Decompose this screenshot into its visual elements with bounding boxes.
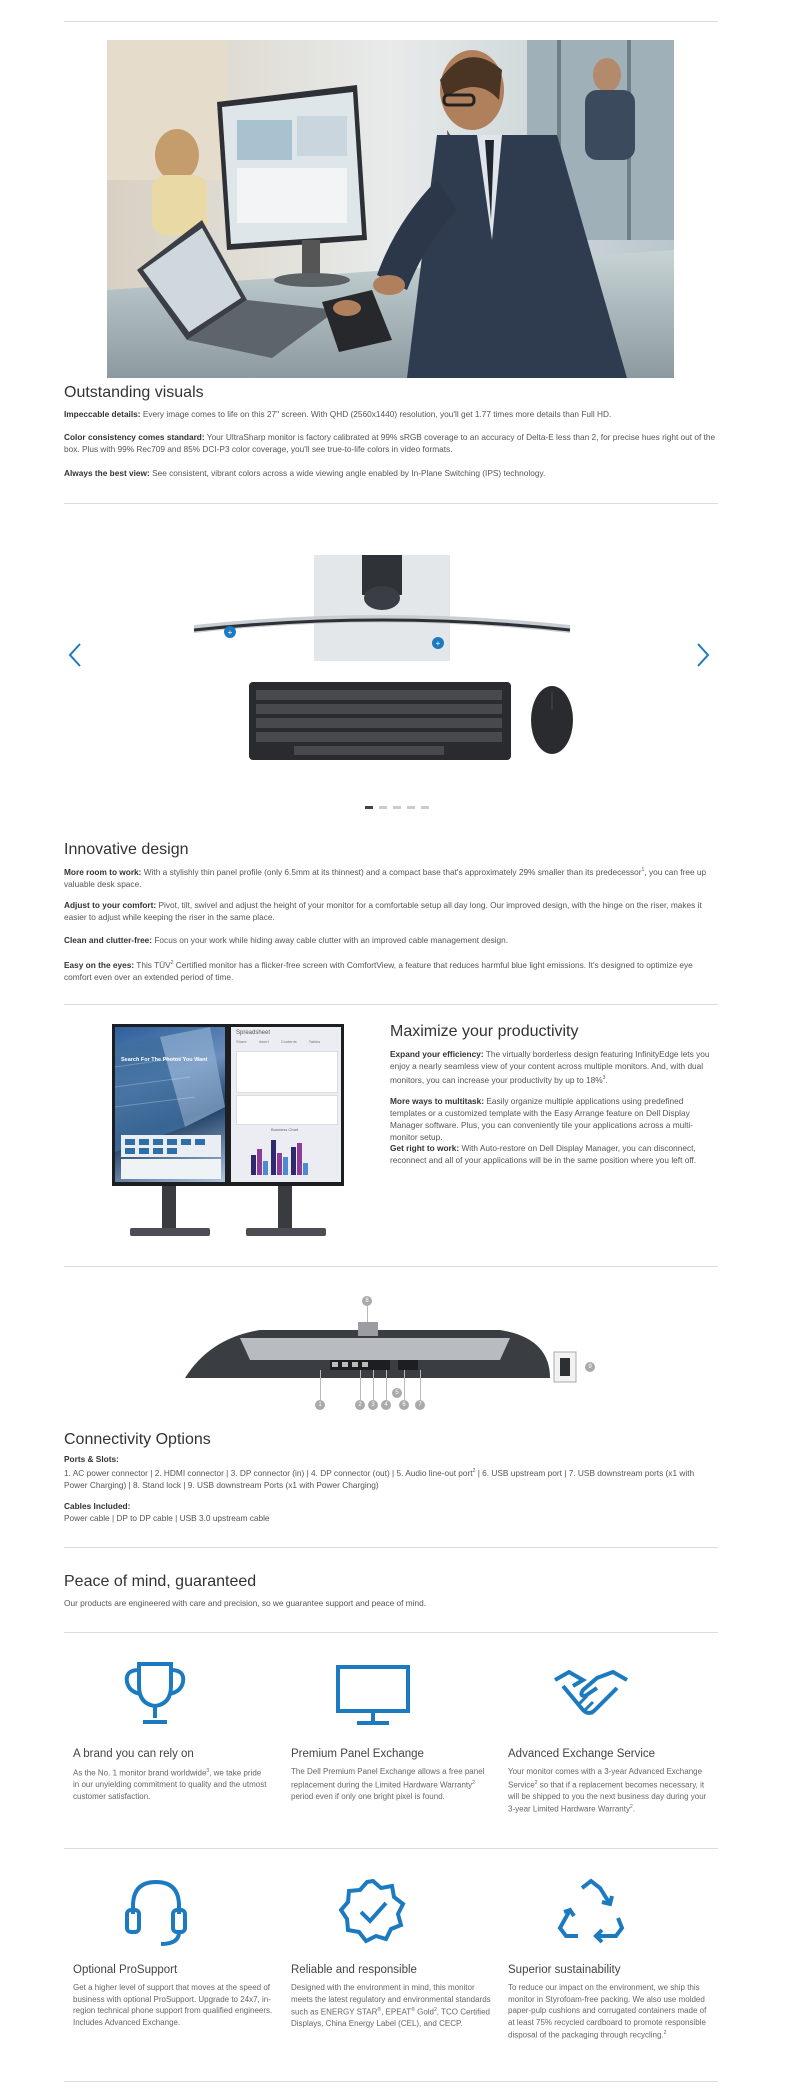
section-divider: [64, 21, 718, 22]
screen-menu-item: Share: [236, 1039, 247, 1044]
feature-title: Superior sustainability: [508, 1964, 621, 1976]
monitor-icon: [335, 1664, 411, 1726]
feature-title: Premium Panel Exchange: [291, 1748, 424, 1760]
section-title: Innovative design: [64, 841, 189, 858]
ports-label: Ports & Slots:: [64, 1454, 119, 1464]
carousel[interactable]: [64, 530, 718, 810]
feature-desc: Your monitor comes with a 3-year Advanced Exchange Service$^2$ so that if a replacement becomes necessary, it will be shipped to you the next business day during your 3-year Limited Hardware Warranty$^2$.: [508, 1767, 707, 1814]
section-divider: [64, 503, 718, 504]
feature-card: [508, 1876, 718, 2051]
section-divider: [64, 1004, 718, 1005]
callout-2: 2: [355, 1400, 365, 1410]
section-divider: [64, 1266, 718, 1267]
chevron-left-icon: [66, 640, 86, 670]
dual-monitor-image: [112, 1024, 344, 1240]
ports-list: 1. AC power connector | 2. HDMI connector | 3. DP connector (in) | 4. DP connector (out) | 5. Audio line-out port$^2$ | 6. USB upstream port | 7. USB downstream ports (x1 with Power Charging) | 8. Stand lock | 9. USB downstream Ports (x1 with Power Charging): [64, 1467, 695, 1490]
callout-7: 7: [415, 1400, 425, 1410]
callout-4: 4: [381, 1400, 391, 1410]
svg-text:+: +: [227, 628, 233, 637]
feature-desc: To reduce our impact on the environment, we ship this monitor in Styrofoam-free packing. We also use molded paper-pulp cushions and corrugated containers made of at least 75% recycled cardboard to promote responsible disposal of the packaging through recycling.$^2$: [508, 1983, 707, 2040]
hero-para-2: Color consistency comes standard: Your UltraSharp monitor is factory calibrated at 99% sRGB coverage to an accuracy of Delta-E less than 2, for precise hues right out of the box. Plus with 99% Rec709 and 85% DCI-P3 color coverage, you'll see true-to-life colors in video formats.: [64, 432, 716, 454]
callout-9: 9: [585, 1362, 595, 1372]
cables-label: Cables Included:: [64, 1501, 131, 1511]
screen-headline: Search For The Photos You Want: [121, 1057, 208, 1063]
carousel-dot[interactable]: [421, 806, 429, 809]
productivity-para-1: Expand your efficiency: The virtually borderless design featuring InfinityEdge lets you enjoy a nearly seamless view of your content across multiple monitors. And, with dual monitors, you can increase your productivity by up to 18%$^3$.: [390, 1049, 710, 1085]
screen-menu-item: Tables: [308, 1039, 321, 1044]
section-title: Connectivity Options: [64, 1431, 211, 1448]
carousel-dot[interactable]: [379, 806, 387, 809]
chevron-right-icon: [692, 640, 712, 670]
callout-8: 8: [362, 1296, 372, 1306]
section-divider: [64, 2081, 718, 2082]
productivity-para-3: Get right to work: With Auto-restore on Dell Display Manager, you can disconnect, reconnect and all of your applications will be in the same position where you left off.: [390, 1143, 697, 1165]
monitor-right: [228, 1024, 344, 1186]
section-divider: [64, 1848, 718, 1849]
trophy-icon: [123, 1660, 187, 1730]
carousel-dot-active[interactable]: [365, 806, 373, 809]
feature-card: [291, 1660, 491, 1820]
feature-title: Advanced Exchange Service: [508, 1748, 656, 1760]
callout-1: 1: [315, 1400, 325, 1410]
svg-text:+: +: [435, 639, 441, 648]
carousel-product-image: [184, 550, 604, 790]
feature-card: [291, 1876, 491, 2051]
feature-title: Reliable and responsible: [291, 1964, 417, 1976]
section-divider: [64, 1632, 718, 1633]
feature-title: Optional ProSupport: [73, 1964, 178, 1976]
section-subtitle: Our products are engineered with care and precision, so we guarantee support and peace of mind.: [64, 1598, 427, 1608]
cables-list: Power cable | DP to DP cable | USB 3.0 upstream cable: [64, 1513, 270, 1523]
design-para-4: Easy on the eyes: This TÜV$^2$ Certified monitor has a flicker-free screen with ComfortView, a feature that reduces harmful blue light emissions. It's designed to optimize eye comfort even over an extended period of time.: [64, 959, 693, 982]
feature-card: [73, 1660, 273, 1820]
productivity-para-2: More ways to multitask: Easily organize multiple applications using predefined templates or a customized template with the Easy Arrange feature on Dell Display Manager software. Plus, you can conveniently tile your applications across a multi-monitor setup.: [390, 1096, 693, 1142]
carousel-prev-button[interactable]: [66, 640, 86, 670]
carousel-dot[interactable]: [407, 806, 415, 809]
feature-desc: Get a higher level of support that moves at the speed of business with optional ProSupport. Upgrade to 24x7, in-region technical phone support from qualified engineers. Includes Advanced Exchange.: [73, 1983, 273, 2027]
design-para-1: More room to work: With a stylishly thin panel profile (only 6.5mm at its thinnest) and a compact base that's approximately 29% smaller than its predecessor$^1$, you can free up valuable desk space.: [64, 866, 707, 889]
monitor-rear-ports-image: [180, 1290, 600, 1420]
carousel-dot[interactable]: [393, 806, 401, 809]
screen-spreadsheet-title: Spreadsheet: [236, 1030, 271, 1036]
badge-check-icon: [339, 1878, 407, 1946]
callout-5: 5: [392, 1388, 402, 1398]
headset-icon: [125, 1876, 187, 1948]
screen-chart-title: Business Chart: [271, 1127, 299, 1132]
feature-desc: The Dell Premium Panel Exchange allows a free panel replacement during the Limited Hardware Warranty$^2$ period even if only one bright pixel is found.: [291, 1767, 485, 1801]
section-title: Peace of mind, guaranteed: [64, 1573, 257, 1590]
callout-3: 3: [368, 1400, 378, 1410]
feature-title: A brand you can rely on: [73, 1748, 194, 1760]
carousel-dots: [365, 806, 435, 810]
carousel-next-button[interactable]: [692, 640, 712, 670]
hero-photo: [107, 40, 674, 378]
screen-menu-item: Contents: [280, 1039, 297, 1044]
section-title: Maximize your productivity: [390, 1023, 579, 1040]
feature-card: [73, 1876, 273, 2051]
handshake-icon: [553, 1666, 629, 1724]
feature-desc: Designed with the environment in mind, this monitor meets the latest regulatory and environmental standards such as ENERGY STAR®, EPEAT® Gold$^2$, TCO Certified Displays, China Energy Label (CEL), and CECP.: [291, 1983, 491, 2029]
hero-para-3: Always the best view: See consistent, vibrant colors across a wide viewing angle enabled by In-Plane Switching (IPS) technology.: [64, 468, 546, 478]
callout-6: 6: [399, 1400, 409, 1410]
feature-desc: As the No. 1 monitor brand worldwide$^3$, we take pride in our unyielding commitment to quality and the utmost customer satisfaction.: [73, 1768, 267, 1801]
section-title: Outstanding visuals: [64, 384, 204, 401]
section-divider: [64, 1547, 718, 1548]
screen-menu-item: Insert: [258, 1039, 269, 1044]
design-para-3: Clean and clutter-free: Focus on your work while hiding away cable clutter with an improved cable management design.: [64, 935, 509, 945]
design-para-2: Adjust to your comfort: Pivot, tilt, swivel and adjust the height of your monitor for a comfortable setup all day long. Our improved design, with the hinge on the riser, makes it easier to adjust while keeping the riser in the same place.: [64, 900, 702, 922]
recycle-icon: [556, 1878, 626, 1944]
monitor-left: [112, 1024, 228, 1186]
hero-para-1: Impeccable details: Every image comes to life on this 27" screen. With QHD (2560x1440) resolution, you'll get 1.77 times more details than Full HD.: [64, 409, 612, 419]
feature-card: [508, 1660, 718, 1820]
